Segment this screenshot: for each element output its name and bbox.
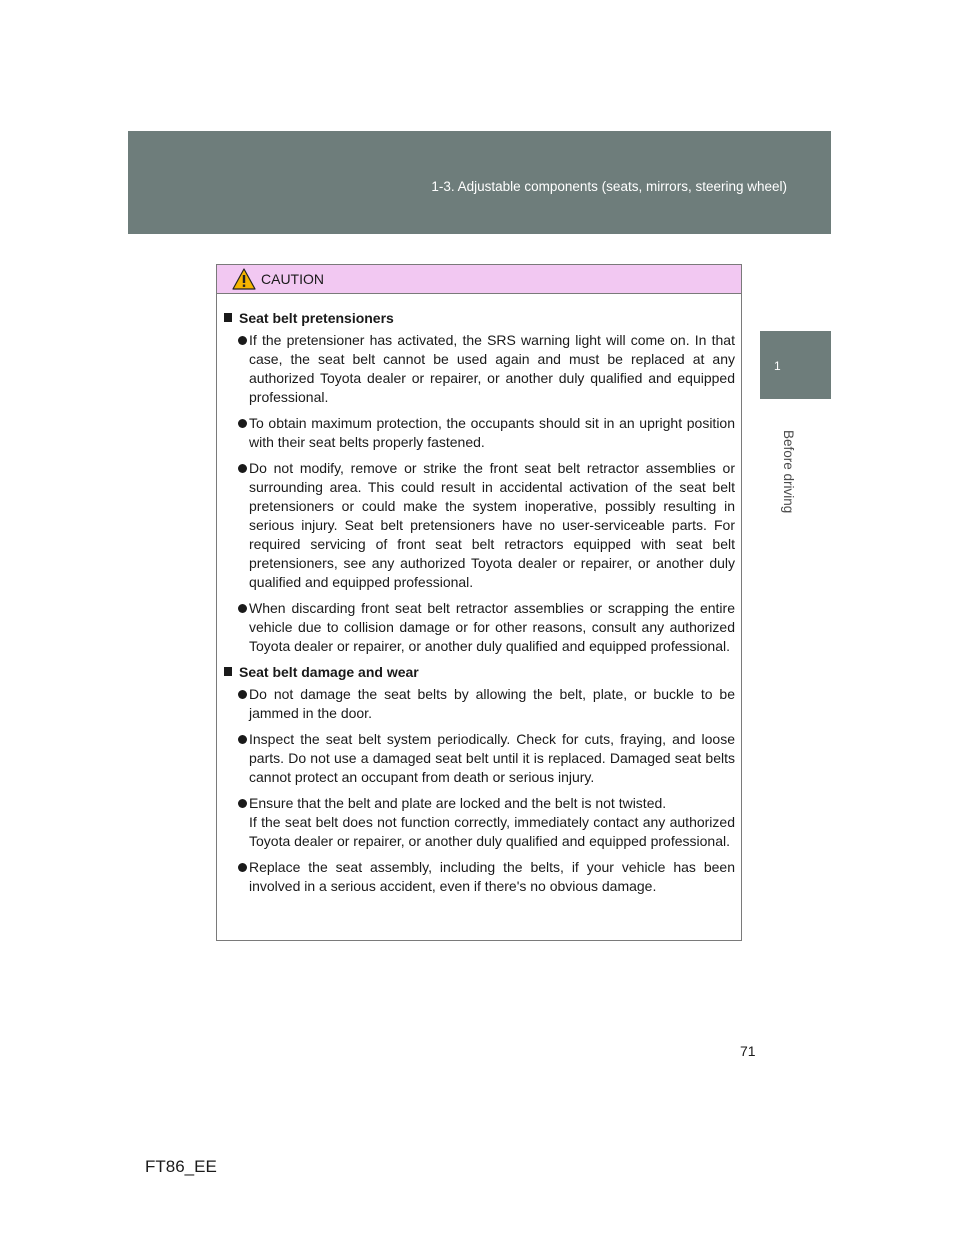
list-item: If the pretensioner has activated, the SRS warning light will come on. In that case, the seat belt cannot be used again and must be replaced at any authorized Toyota dealer or repairer, or another duly qualified and equipped professional. bbox=[224, 331, 735, 407]
round-bullet-icon bbox=[238, 735, 247, 744]
section-heading: Seat belt pretensioners bbox=[224, 309, 735, 328]
round-bullet-icon bbox=[238, 863, 247, 872]
round-bullet-icon bbox=[238, 336, 247, 345]
chapter-tab bbox=[760, 331, 831, 399]
list-item: To obtain maximum protection, the occupants should sit in an upright position with their seat belts properly fastened. bbox=[224, 414, 735, 452]
warning-triangle-icon bbox=[232, 268, 256, 290]
list-item: Do not damage the seat belts by allowing the belt, plate, or buckle to be jammed in the door. bbox=[224, 685, 735, 723]
round-bullet-icon bbox=[238, 604, 247, 613]
list-item: Replace the seat assembly, including the belts, if your vehicle has been involved in a serious accident, even if there's no obvious damage. bbox=[224, 858, 735, 896]
page-number: 71 bbox=[740, 1043, 756, 1059]
round-bullet-icon bbox=[238, 419, 247, 428]
caution-label: CAUTION bbox=[261, 271, 324, 287]
round-bullet-icon bbox=[238, 799, 247, 808]
list-item: Ensure that the belt and plate are locked and the belt is not twisted. If the seat belt does not function correctly, immediately contact any authorized Toyota dealer or repairer, or another duly qualified and equipped professional. bbox=[224, 794, 735, 851]
chapter-label: Before driving bbox=[781, 430, 796, 514]
caution-header bbox=[217, 265, 741, 294]
section-title: 1-3. Adjustable components (seats, mirrors, steering wheel) bbox=[431, 179, 787, 194]
round-bullet-icon bbox=[238, 464, 247, 473]
section-heading: Seat belt damage and wear bbox=[224, 663, 735, 682]
list-item: Do not modify, remove or strike the front seat belt retractor assemblies or surrounding area. This could result in accidental activation of the seat belt pretensioners or could make the system inoperative, possibly resulting in serious injury. Seat belt pretensioners have no user-serviceable parts. For required servicing of front seat belt retractors equipped with seat belt pretensioners, see any authorized Toyota dealer or repairer, or another duly qualified and equipped professional. bbox=[224, 459, 735, 592]
chapter-number: 1 bbox=[774, 359, 781, 373]
header-band bbox=[128, 131, 831, 234]
square-bullet-icon bbox=[224, 667, 232, 676]
list-item: When discarding front seat belt retractor assemblies or scrapping the entire vehicle due to collision damage or for other reasons, consult any authorized Toyota dealer or repairer, or another duly qualified and equipped professional. bbox=[224, 599, 735, 656]
caution-box bbox=[216, 264, 742, 941]
list-item: Inspect the seat belt system periodically. Check for cuts, fraying, and loose parts. Do not use a damaged seat belt until it is replaced. Damaged seat belts cannot protect an occupant from death or serious injury. bbox=[224, 730, 735, 787]
caution-body bbox=[217, 294, 741, 896]
round-bullet-icon bbox=[238, 690, 247, 699]
document-code: FT86_EE bbox=[145, 1157, 217, 1176]
square-bullet-icon bbox=[224, 313, 232, 322]
